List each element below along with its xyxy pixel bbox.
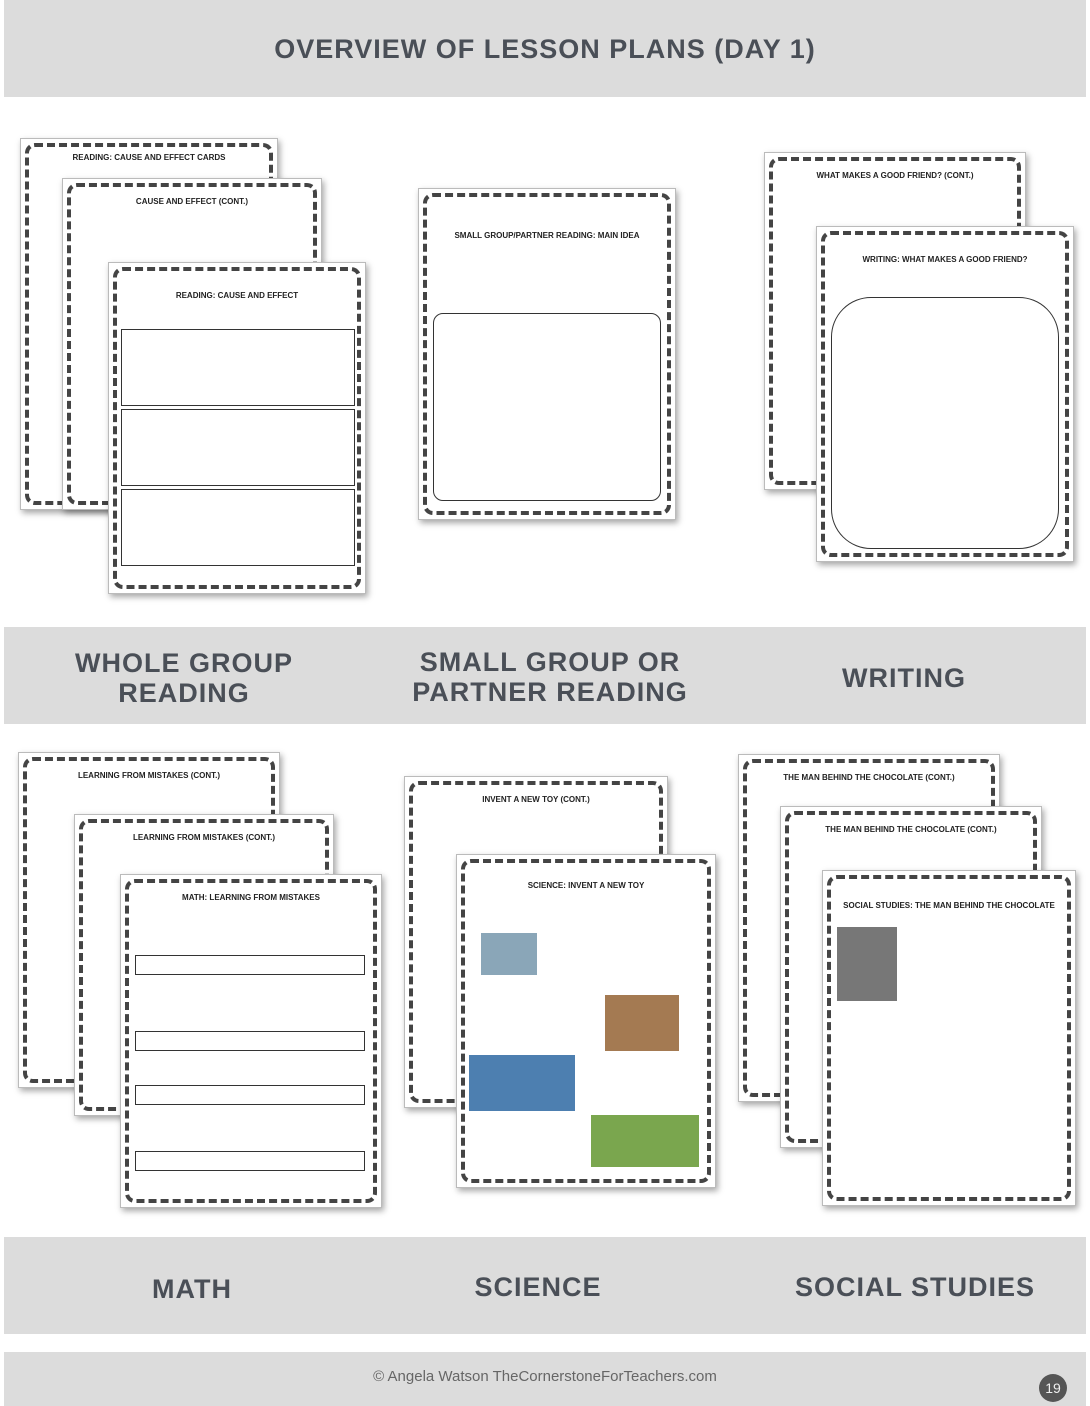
worksheet-thumbnail: READING: CAUSE AND EFFECT — [108, 262, 366, 594]
worksheet-thumbnail: SOCIAL STUDIES: THE MAN BEHIND THE CHOCOLATE — [822, 870, 1076, 1206]
page-title: OVERVIEW OF LESSON PLANS (DAY 1) — [274, 34, 816, 64]
whole-group-reading-label: WHOLE GROUP READING — [75, 648, 293, 708]
worksheet-thumbnail: CAUSE AND EFFECT (CONT.) — [62, 178, 322, 510]
worksheet-thumbnail: INVENT A NEW TOY (CONT.) — [404, 776, 668, 1108]
science-label: SCIENCE — [474, 1272, 602, 1302]
worksheet-thumbnail: READING: CAUSE AND EFFECT CARDS — [20, 138, 278, 510]
worksheet-thumbnail: THE MAN BEHIND THE CHOCOLATE (CONT.) — [738, 754, 1000, 1102]
worksheet-thumbnail: WHAT MAKES A GOOD FRIEND? (CONT.) — [764, 152, 1026, 490]
worksheet-thumbnail: SCIENCE: INVENT A NEW TOY — [456, 854, 716, 1188]
page-number: 19 — [1039, 1374, 1067, 1402]
writing-label: WRITING — [842, 663, 966, 693]
worksheet-thumbnail: LEARNING FROM MISTAKES (CONT.) — [18, 752, 280, 1088]
label-band-2 — [4, 1237, 1086, 1334]
worksheet-thumbnail: SMALL GROUP/PARTNER READING: MAIN IDEA — [418, 188, 676, 520]
math-label: MATH — [152, 1274, 232, 1304]
worksheet-thumbnail: THE MAN BEHIND THE CHOCOLATE (CONT.) — [780, 806, 1042, 1148]
worksheet-thumbnail: MATH: LEARNING FROM MISTAKES — [120, 874, 382, 1208]
social-studies-label: SOCIAL STUDIES — [794, 1272, 1036, 1302]
worksheet-thumbnail: LEARNING FROM MISTAKES (CONT.) — [74, 814, 334, 1116]
label-band-1 — [4, 627, 1086, 724]
footer-credit: © Angela Watson TheCornerstoneForTeachers.com — [373, 1368, 717, 1385]
small-group-reading-label: SMALL GROUP OR PARTNER READING — [412, 647, 688, 707]
title-band — [4, 0, 1086, 97]
worksheet-thumbnail: WRITING: WHAT MAKES A GOOD FRIEND? — [816, 226, 1074, 562]
